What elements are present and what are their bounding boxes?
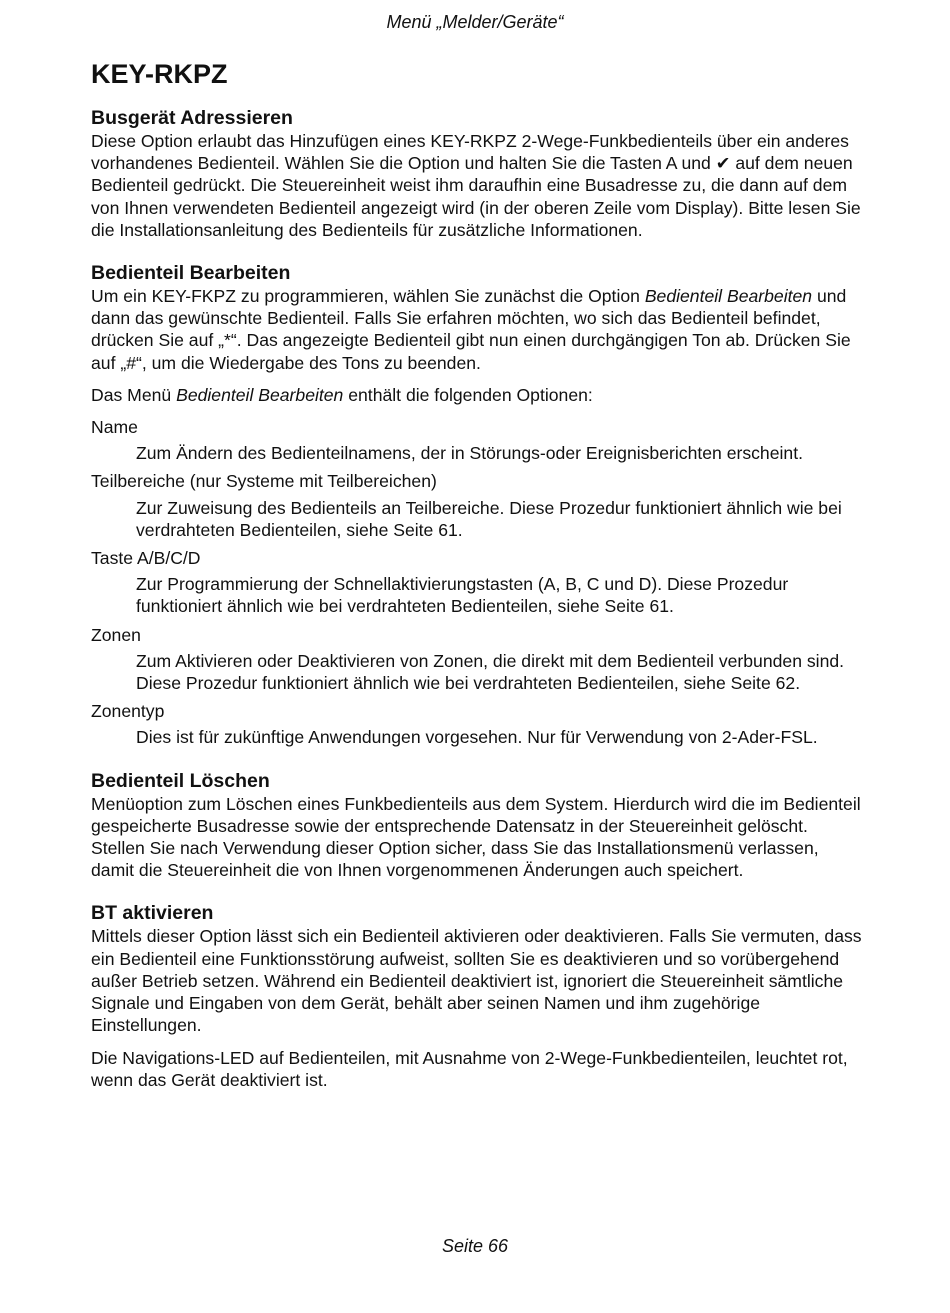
option-description: Zur Zuweisung des Bedienteils an Teilbereiche. Diese Prozedur funktioniert ähnlich wie bei verdrahteten Bedienteilen, siehe Seite 61. [136,497,842,540]
section-bedienteil-loeschen [91,769,866,882]
option-term: Zonentyp [91,701,165,722]
option-description: Dies ist für zukünftige Anwendungen vorgesehen. Nur für Verwendung von 2-Ader-FSL. [136,727,818,748]
option-term: Zonen [91,624,141,645]
section-bedienteil-bearbeiten [91,261,866,749]
section-bt-aktivieren [91,901,866,1090]
section-heading: BT aktivieren [91,902,214,925]
section-paragraph: Um ein KEY-FKPZ zu programmieren, wählen Sie zunächst die Option Bedienteil Bearbeiten und dann das gewünschte Bedienteil. Falls Sie erfahren möchten, wo sich das Bedienteil befindet, drücken Sie auf „*“. Das angezeigte Bedienteil gibt nun einen durchgängigen Ton ab. Drücken Sie auf „#“, um die Wiedergabe des Tons zu beenden. [91,286,851,373]
document-body [91,58,866,1091]
section-paragraph: Mittels dieser Option lässt sich ein Bedienteil aktivieren oder deaktivieren. Falls Sie vermuten, dass ein Bedienteil eine Funktionsstörung aufweist, sollten Sie es deaktivieren und so vorübergehend außer Betrieb setzen. Während ein Bedienteil deaktiviert ist, ignoriert die Steuereinheit sämtliche Signale und Eingaben von dem Gerät, behält aber seinen Namen und ihm zugehörige Einstellungen. [91,926,862,1036]
option-term: Name [91,417,138,438]
section-heading: Bedienteil Bearbeiten [91,262,291,285]
section-paragraph: Die Navigations-LED auf Bedienteilen, mit Ausnahme von 2-Wege-Funkbedienteilen, leuchtet rot, wenn das Gerät deaktiviert ist. [91,1047,848,1090]
section-heading: Bedienteil Löschen [91,769,270,792]
section-paragraph: Menüoption zum Löschen eines Funkbedienteils aus dem System. Hierdurch wird die im Bedienteil gespeicherte Busadresse sowie der entsprechende Datensatz in der Steuereinheit gelöscht. Stellen Sie nach Verwendung dieser Option sicher, dass Sie das Installationsmenü verlassen, damit die Steuereinheit die von Ihnen vorgenommenen Änderungen auch speichert. [91,793,861,881]
option-description: Zur Programmierung der Schnellaktivierungstasten (A, B, C und D). Diese Prozedur funktioniert ähnlich wie bei verdrahteten Bedienteilen, siehe Seite 61. [136,574,789,617]
option-list [91,416,866,749]
page-title: KEY-RKPZ [91,59,228,89]
section-heading: Busgerät Adressieren [91,107,293,129]
option-description: Zum Ändern des Bedienteilnamens, der in Störungs-oder Ereignisberichten erscheint. [136,443,803,464]
section-paragraph: Das Menü Bedienteil Bearbeiten enthält die folgenden Optionen: [91,384,593,405]
option-description: Zum Aktivieren oder Deaktivieren von Zonen, die direkt mit dem Bedienteil verbunden sind. Diese Prozedur funktioniert ähnlich wie bei verdrahteten Bedienteilen, siehe Seite 62. [136,650,845,694]
section-paragraph: Diese Option erlaubt das Hinzufügen eines KEY-RKPZ 2-Wege-Funkbedienteils über ein anderes vorhandenes Bedienteil. Wählen Sie die Option und halten Sie die Tasten A und ✔ auf dem neuen Bedienteil gedrückt. Die Steuereinheit weist ihm daraufhin eine Busadresse zu, die dann auf dem von Ihnen verwendeten Bedienteil angezeigt wird (in der oberen Zeile vom Display). Bitte lesen Sie die Installationsanleitung des Bedienteils für zusätzliche Informationen. [91,131,861,240]
option-term: Taste A/B/C/D [91,548,201,569]
page-number: Seite 66 [441,1236,509,1256]
option-term: Teilbereiche (nur Systeme mit Teilbereichen) [91,471,437,492]
page-header: Menü „Melder/Geräte“ [386,12,564,32]
section-busgeraet-adressieren [91,106,866,241]
